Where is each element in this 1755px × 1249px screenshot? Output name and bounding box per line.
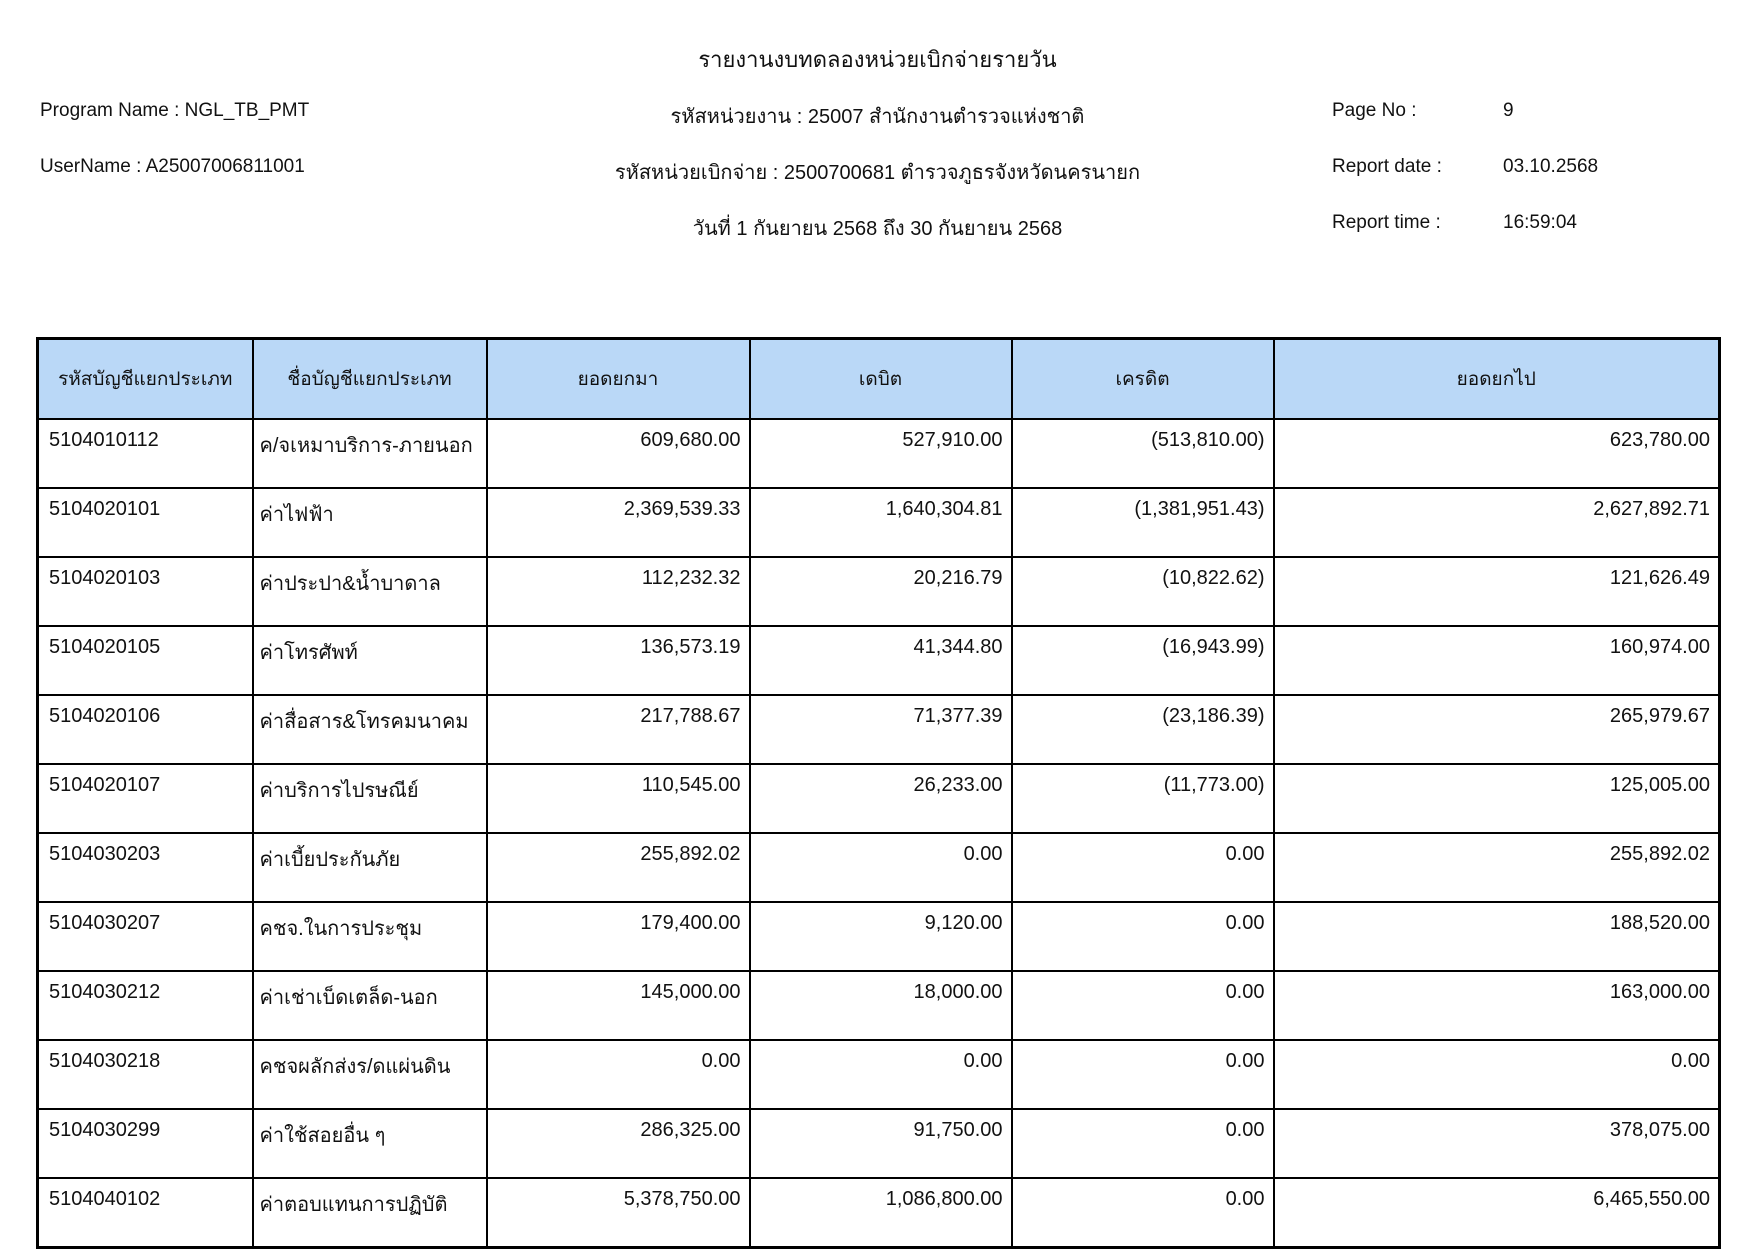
report-time-label: Report time : <box>1332 212 1441 233</box>
ending-balance-cell: 125,005.00 <box>1274 764 1720 833</box>
beginning-balance-cell: 0.00 <box>487 1040 750 1109</box>
table-row <box>38 695 1720 764</box>
account-code-cell: 5104020103 <box>38 557 253 626</box>
account-name-cell: ค่าตอบแทนการปฏิบัติ <box>253 1178 487 1248</box>
report-header <box>0 0 1755 300</box>
table-row <box>38 1178 1720 1248</box>
account-code-cell: 5104020106 <box>38 695 253 764</box>
disbursement-unit-code: รหัสหน่วยเบิกจ่าย : 2500700681 ตำรวจภูธรจังหวัดนครนายก <box>614 162 1141 184</box>
beginning-balance-cell: 110,545.00 <box>487 764 750 833</box>
credit-cell: 0.00 <box>1012 1109 1274 1178</box>
beginning-balance-cell: 2,369,539.33 <box>487 488 750 557</box>
credit-cell: (11,773.00) <box>1012 764 1274 833</box>
col-header-credit: เครดิต <box>1012 339 1274 420</box>
debit-cell: 91,750.00 <box>750 1109 1012 1178</box>
col-header-debit: เดบิต <box>750 339 1012 420</box>
ending-balance-cell: 623,780.00 <box>1274 419 1720 488</box>
page-no-value: 9 <box>1503 100 1514 121</box>
table-row <box>38 764 1720 833</box>
ending-balance-cell: 2,627,892.71 <box>1274 488 1720 557</box>
debit-cell: 1,640,304.81 <box>750 488 1012 557</box>
credit-cell: (10,822.62) <box>1012 557 1274 626</box>
account-code-cell: 5104030212 <box>38 971 253 1040</box>
username: UserName : A25007006811001 <box>40 156 305 177</box>
ending-balance-cell: 0.00 <box>1274 1040 1720 1109</box>
ending-balance-cell: 121,626.49 <box>1274 557 1720 626</box>
table-row <box>38 902 1720 971</box>
beginning-balance-cell: 609,680.00 <box>487 419 750 488</box>
ending-balance-cell: 163,000.00 <box>1274 971 1720 1040</box>
table-row <box>38 971 1720 1040</box>
report-time-value: 16:59:04 <box>1503 212 1577 233</box>
table-row <box>38 1040 1720 1109</box>
credit-cell: 0.00 <box>1012 1178 1274 1248</box>
table-row <box>38 1109 1720 1178</box>
debit-cell: 20,216.79 <box>750 557 1012 626</box>
col-header-ending-balance: ยอดยกไป <box>1274 339 1720 420</box>
ending-balance-cell: 265,979.67 <box>1274 695 1720 764</box>
ending-balance-cell: 188,520.00 <box>1274 902 1720 971</box>
account-code-cell: 5104030203 <box>38 833 253 902</box>
date-range: วันที่ 1 กันยายน 2568 ถึง 30 กันยายน 2568 <box>692 218 1063 240</box>
debit-cell: 9,120.00 <box>750 902 1012 971</box>
report-date-value: 03.10.2568 <box>1503 156 1599 177</box>
account-code-cell: 5104030299 <box>38 1109 253 1178</box>
trial-balance-table-wrap <box>36 337 1721 1249</box>
debit-cell: 0.00 <box>750 833 1012 902</box>
beginning-balance-cell: 255,892.02 <box>487 833 750 902</box>
program-name: Program Name : NGL_TB_PMT <box>40 100 310 121</box>
report-title: รายงานงบทดลองหน่วยเบิกจ่ายรายวัน <box>698 47 1057 72</box>
debit-cell: 26,233.00 <box>750 764 1012 833</box>
account-name-cell: ค่าใช้สอยอื่น ๆ <box>253 1109 487 1178</box>
account-name-cell: คชจผลักส่งร/ดแผ่นดิน <box>253 1040 487 1109</box>
account-code-cell: 5104020101 <box>38 488 253 557</box>
beginning-balance-cell: 286,325.00 <box>487 1109 750 1178</box>
col-header-account-name: ชื่อบัญชีแยกประเภท <box>253 339 487 420</box>
credit-cell: (16,943.99) <box>1012 626 1274 695</box>
trial-balance-table <box>36 337 1721 1249</box>
credit-cell: 0.00 <box>1012 902 1274 971</box>
account-code-cell: 5104040102 <box>38 1178 253 1248</box>
page-no-label: Page No : <box>1332 100 1417 121</box>
account-name-cell: ค่าเบี้ยประกันภัย <box>253 833 487 902</box>
credit-cell: (1,381,951.43) <box>1012 488 1274 557</box>
account-code-cell: 5104030207 <box>38 902 253 971</box>
agency-code: รหัสหน่วยงาน : 25007 สำนักงานตำรวจแห่งชาติ <box>670 106 1085 128</box>
account-name-cell: ค่าประปา&น้ำบาดาล <box>253 557 487 626</box>
debit-cell: 1,086,800.00 <box>750 1178 1012 1248</box>
debit-cell: 41,344.80 <box>750 626 1012 695</box>
col-header-account-code: รหัสบัญชีแยกประเภท <box>38 339 253 420</box>
debit-cell: 18,000.00 <box>750 971 1012 1040</box>
report-date-label: Report date : <box>1332 156 1442 177</box>
beginning-balance-cell: 145,000.00 <box>487 971 750 1040</box>
debit-cell: 71,377.39 <box>750 695 1012 764</box>
beginning-balance-cell: 112,232.32 <box>487 557 750 626</box>
table-row <box>38 833 1720 902</box>
col-header-beginning-balance: ยอดยกมา <box>487 339 750 420</box>
debit-cell: 527,910.00 <box>750 419 1012 488</box>
ending-balance-cell: 378,075.00 <box>1274 1109 1720 1178</box>
ending-balance-cell: 160,974.00 <box>1274 626 1720 695</box>
credit-cell: 0.00 <box>1012 1040 1274 1109</box>
table-row <box>38 626 1720 695</box>
credit-cell: 0.00 <box>1012 833 1274 902</box>
credit-cell: (23,186.39) <box>1012 695 1274 764</box>
beginning-balance-cell: 5,378,750.00 <box>487 1178 750 1248</box>
ending-balance-cell: 6,465,550.00 <box>1274 1178 1720 1248</box>
account-name-cell: ค่าโทรศัพท์ <box>253 626 487 695</box>
account-code-cell: 5104010112 <box>38 419 253 488</box>
beginning-balance-cell: 179,400.00 <box>487 902 750 971</box>
ending-balance-cell: 255,892.02 <box>1274 833 1720 902</box>
table-row <box>38 557 1720 626</box>
account-name-cell: คชจ.ในการประชุม <box>253 902 487 971</box>
table-row <box>38 488 1720 557</box>
debit-cell: 0.00 <box>750 1040 1012 1109</box>
account-name-cell: ค่าไฟฟ้า <box>253 488 487 557</box>
account-code-cell: 5104030218 <box>38 1040 253 1109</box>
account-code-cell: 5104020107 <box>38 764 253 833</box>
table-row <box>38 419 1720 488</box>
table-header-row <box>38 339 1720 420</box>
account-name-cell: ค่าบริการไปรษณีย์ <box>253 764 487 833</box>
credit-cell: 0.00 <box>1012 971 1274 1040</box>
credit-cell: (513,810.00) <box>1012 419 1274 488</box>
account-name-cell: ค/จเหมาบริการ-ภายนอก <box>253 419 487 488</box>
account-code-cell: 5104020105 <box>38 626 253 695</box>
account-table-body <box>38 419 1720 1248</box>
beginning-balance-cell: 136,573.19 <box>487 626 750 695</box>
account-name-cell: ค่าสื่อสาร&โทรคมนาคม <box>253 695 487 764</box>
beginning-balance-cell: 217,788.67 <box>487 695 750 764</box>
account-name-cell: ค่าเช่าเบ็ดเตล็ด-นอก <box>253 971 487 1040</box>
